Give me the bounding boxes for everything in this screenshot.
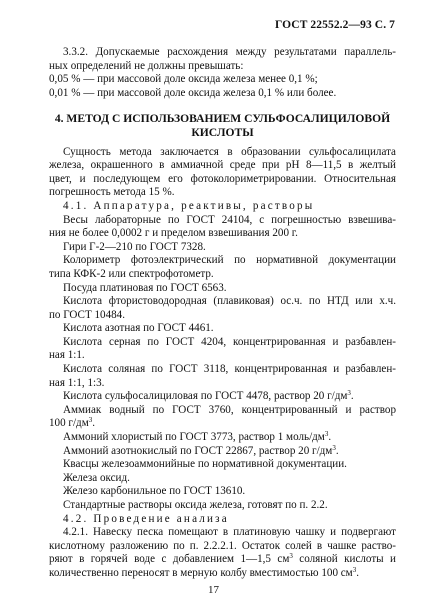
text-line: 4.2.1. Навеску песка помещают в платиновую чашку и подвергают	[63, 526, 396, 539]
text-run: 100 г/дм	[49, 417, 89, 430]
text-line: ных определений не должны превышать:	[49, 59, 244, 72]
text-line: типа КФК-2 или спектрофотометр.	[49, 267, 214, 280]
text-line: Аммиак водный по ГОСТ 3760, концентрированный и раствор	[63, 403, 396, 416]
text-run: количественно переносят в мерную колбу вместимостью 100 см	[49, 566, 353, 579]
text-line: Железа оксид.	[63, 471, 130, 484]
text-line: Кислота серная по ГОСТ 4204, концентрированная и разбавлен-	[63, 335, 396, 348]
text-line: Весы лабораторные по ГОСТ 24104, с погрешностью взвешива-	[63, 213, 396, 226]
section-heading-line: КИСЛОТЫ	[191, 125, 254, 139]
superscript: 3	[332, 443, 336, 452]
text-line: Кислота фтористоводородная (плавиковая) ос.ч. по НТД или х.ч.	[63, 295, 396, 308]
subsection-heading: 4.2. Проведение анализа	[63, 512, 229, 525]
text-line: по ГОСТ 10484.	[49, 308, 125, 321]
section-heading-line: 4. МЕТОД С ИСПОЛЬЗОВАНИЕМ СУЛЬФОСАЛИЦИЛОВОЙ	[54, 112, 391, 126]
text-line	[49, 390, 396, 404]
text-line	[49, 567, 396, 581]
text-run: Кислота сульфосалициловая по ГОСТ 4478, раствор 20 г/дм	[63, 390, 348, 403]
text-line: ния не более 0,0002 г и пределом взвешивания 200 г.	[49, 227, 298, 240]
text-line: Стандартные растворы оксида железа, готовят по п. 2.2.	[63, 499, 328, 511]
text-run: .	[335, 444, 339, 457]
text-line: Кислота соляная по ГОСТ 3118, концентрированная и разбавлен-	[63, 363, 396, 376]
text-run: .	[328, 431, 332, 444]
page-header: ГОСТ 22552.2—93 С. 7	[274, 19, 395, 31]
text-line: Гири Г-2—210 по ГОСТ 7328.	[63, 240, 206, 253]
text-line: Кислота азотная по ГОСТ 4461.	[63, 322, 214, 335]
text-line: 0,01 % — при массовой доле оксида железа 0,1 % или более.	[49, 86, 337, 99]
section-heading	[49, 112, 396, 139]
text-run: .	[356, 566, 359, 579]
text-line: цвет, и последующем его фотоколориметрировании. Относительная	[49, 172, 396, 185]
superscript: 3	[347, 389, 351, 398]
document-body	[49, 46, 396, 581]
text-line: 0,05 % — при массовой доле оксида железа менее 0,1 %;	[49, 73, 318, 86]
text-line: кислотному разложению по п. 2.2.2.1. Остаток солей в чашке раство-	[49, 539, 396, 552]
superscript: 3	[352, 565, 357, 574]
text-line	[49, 553, 396, 567]
text-line: Посуда платиновая по ГОСТ 6563.	[63, 281, 227, 294]
text-line: Колориметр фотоэлектрический по нормативной документации	[63, 254, 396, 267]
text-line	[49, 431, 396, 445]
superscript: 3	[88, 416, 93, 425]
text-run: ряют в горячей воде с добавлением 1—1,5 см	[49, 553, 290, 566]
subsection-heading: 4.1. Аппаратура, реактивы, растворы	[63, 199, 315, 212]
text-run: Аммоний хлористый по ГОСТ 3773, раствор 1 моль/дм	[63, 431, 325, 444]
text-run: Аммоний азотнокислый по ГОСТ 22867, раствор 20 г/дм	[63, 444, 333, 457]
text-line	[49, 445, 396, 459]
page-number: 17	[208, 584, 219, 596]
text-line: ная 1:1.	[49, 349, 85, 362]
text-line: железа, окрашенного в аммиачной среде при рН 8—11,5 в желтый	[49, 159, 396, 172]
text-run: .	[350, 390, 354, 403]
text-line: Железо карбонильное по ГОСТ 13610.	[63, 485, 246, 498]
text-line	[49, 417, 396, 431]
superscript: 3	[289, 552, 293, 561]
text-line: Сущность метода заключается в образовании сульфосалицилата	[63, 145, 396, 158]
superscript: 3	[324, 430, 329, 439]
text-line: Квасцы железоаммонийные по нормативной документации.	[63, 458, 347, 471]
text-line: ная 1:1, 1:3.	[49, 376, 105, 389]
text-run: .	[92, 417, 95, 430]
text-line: 3.3.2. Допускаемые расхождения между результатами параллель-	[63, 46, 396, 58]
text-line: погрешность метода 15 %.	[49, 186, 175, 199]
text-run: соляной кислоты и	[292, 553, 396, 566]
